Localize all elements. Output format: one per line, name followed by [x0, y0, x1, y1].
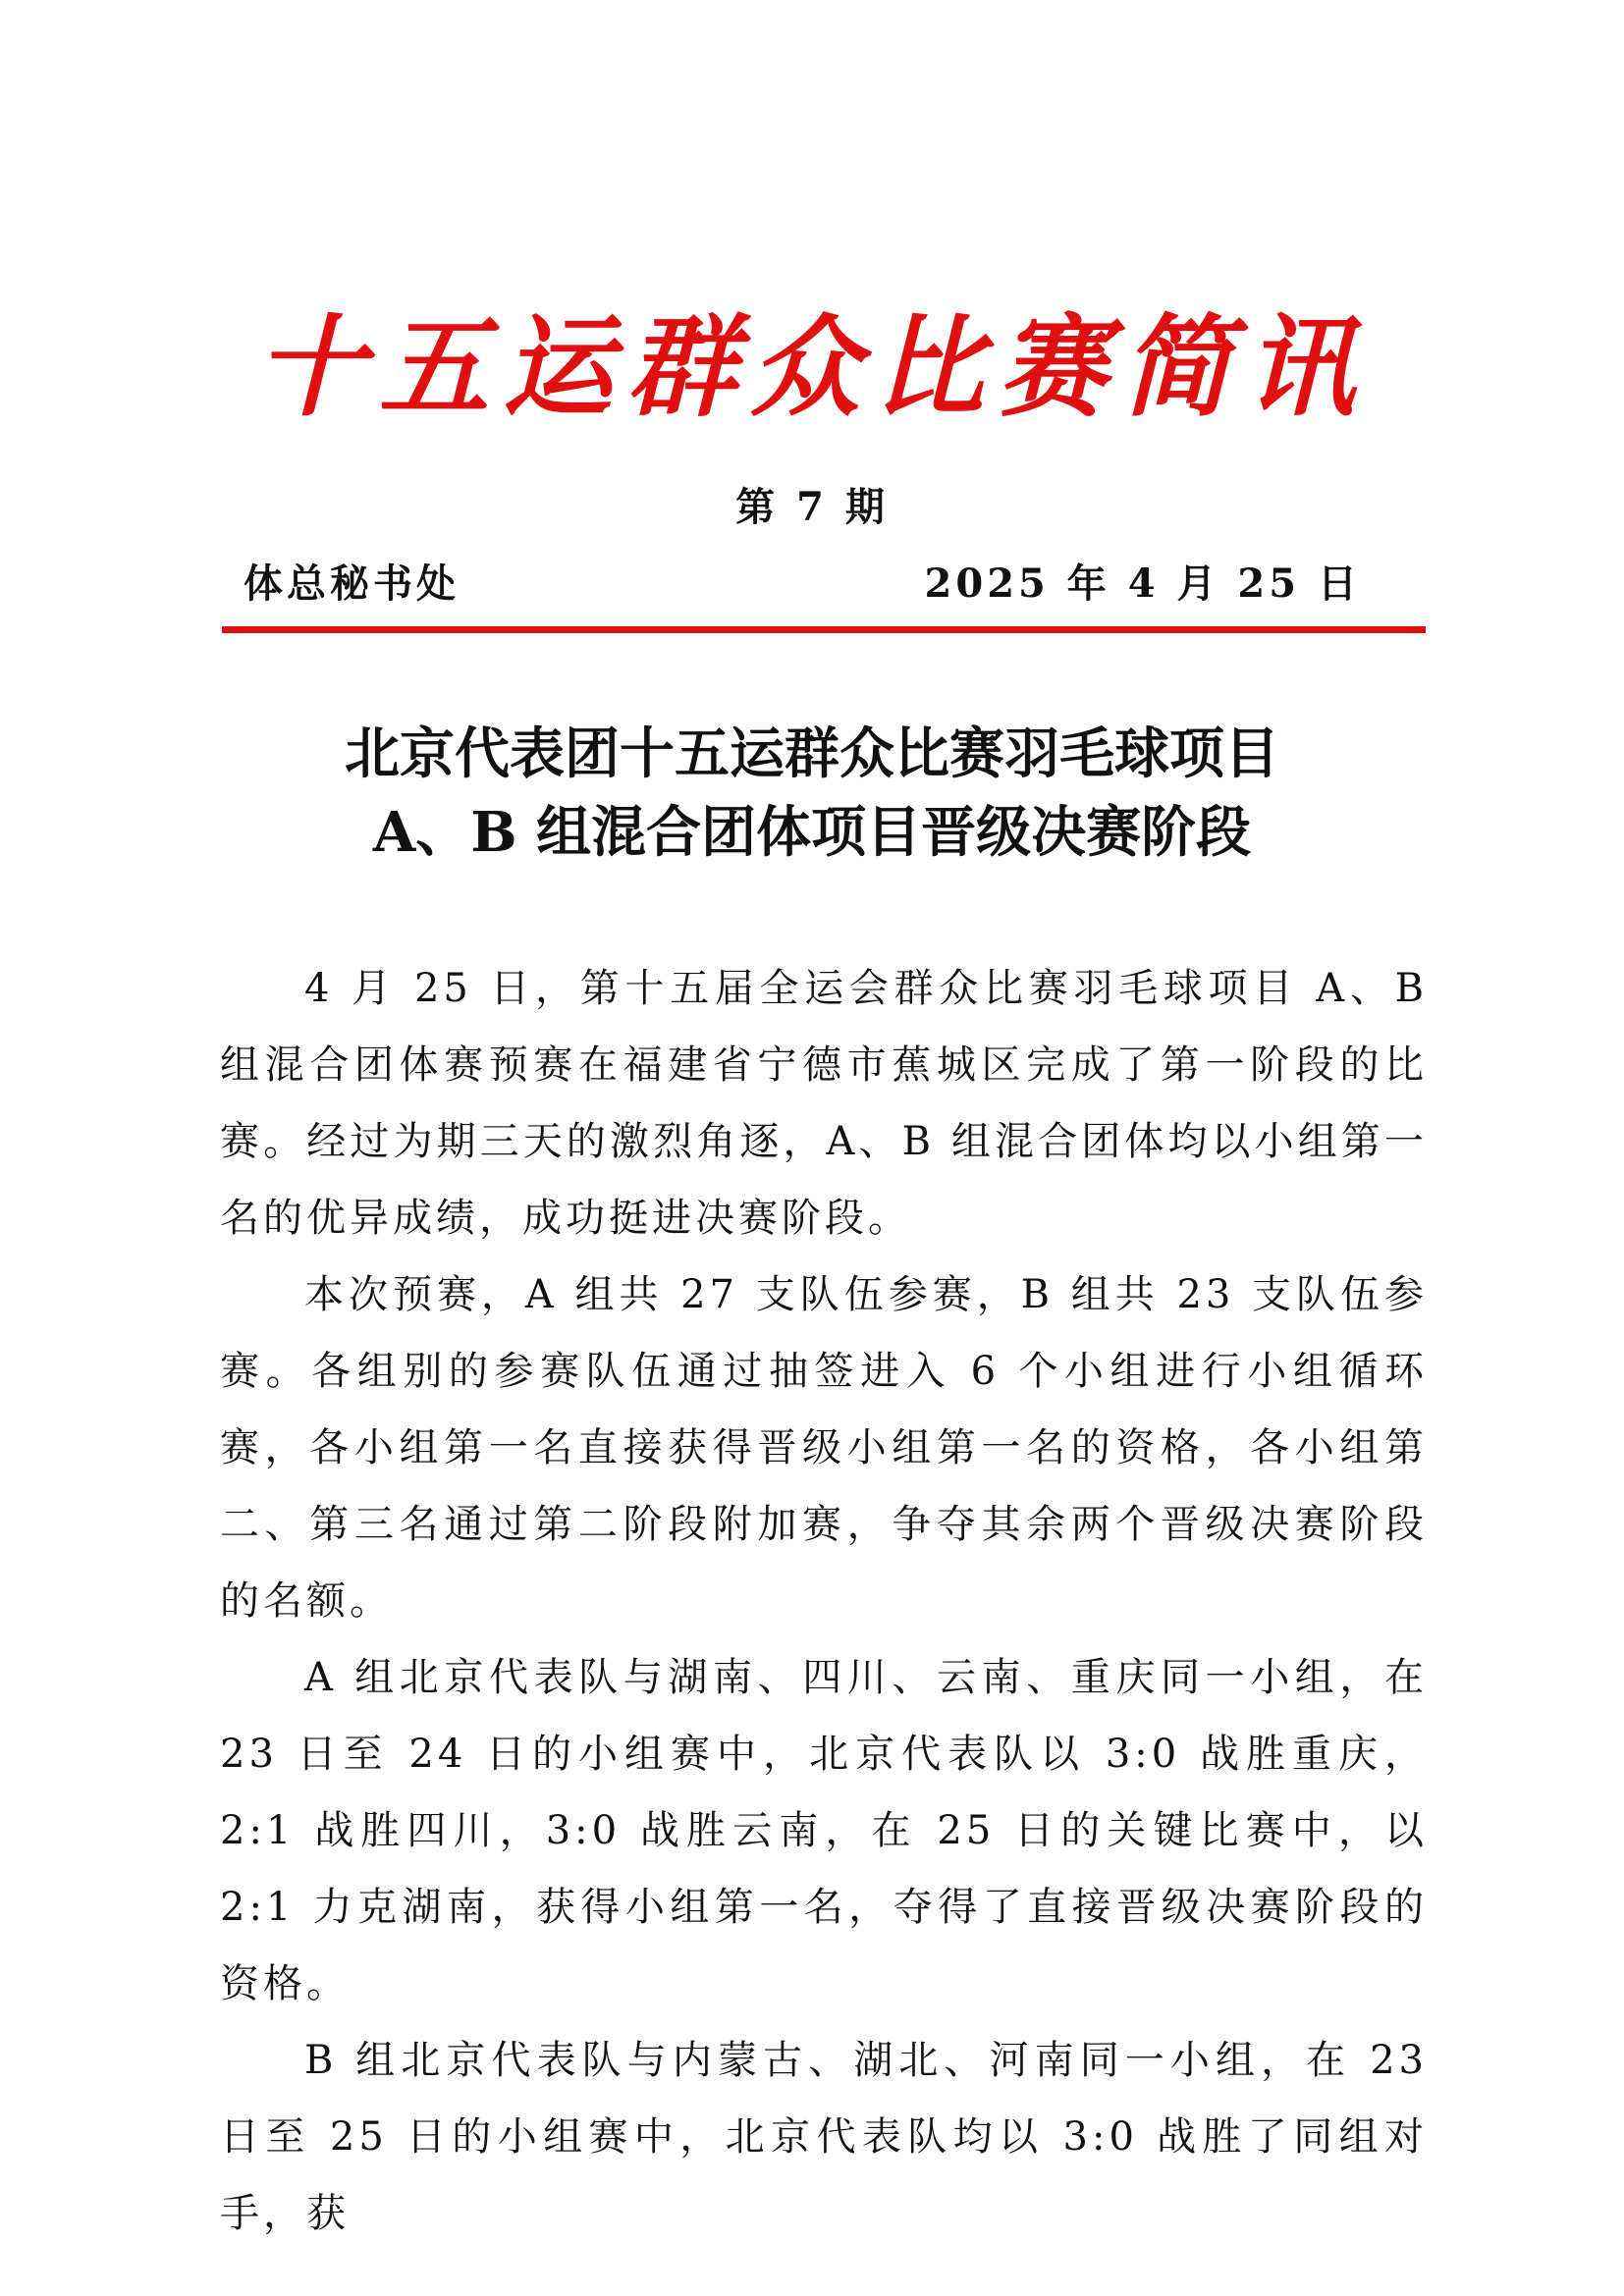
paragraph-1: 4 月 25 日，第十五届全运会群众比赛羽毛球项目 A、B 组混合团体赛预赛在福建省宁德市蕉城区完成了第一阶段的比赛。经过为期三天的激烈角逐，A、B 组混合团体均以小组第一名的优异成绩，成功挺进决赛阶段。: [220, 966, 1428, 1241]
headline-line-1: 北京代表团十五运群众比赛羽毛球项目: [345, 721, 1279, 786]
issuing-organization: 体总秘书处: [244, 561, 460, 607]
issue-date: 2025 年 4 月 25 日: [924, 561, 1361, 607]
paragraph-4: B 组北京代表队与内蒙古、湖北、河南同一小组，在 23 日至 25 日的小组赛中，北京代表队均以 3:0 战胜了同组对手，获: [220, 2038, 1428, 2236]
red-divider-rule: [222, 626, 1426, 633]
paragraph-2: 本次预赛，A 组共 27 支队伍参赛，B 组共 23 支队伍参赛。各组别的参赛队伍通过抽签进入 6 个小组进行小组循环赛，各小组第一名直接获得晋级小组第一名的资格，各小组第二、第三名通过第二阶段附加赛，争夺其余两个晋级决赛阶段的名额。: [220, 1272, 1428, 1624]
paragraph-3: A 组北京代表队与湖南、四川、云南、重庆同一小组，在 23 日至 24 日的小组赛中，北京代表队以 3:0 战胜重庆，2:1 战胜四川，3:0 战胜云南，在 25 日的关键比赛中，以 2:1 力克湖南，获得小组第一名，夺得了直接晋级决赛阶段的资格。: [220, 1655, 1428, 2006]
article-body: [220, 950, 1428, 2252]
masthead-title: 十五运群众比赛简讯: [255, 304, 1369, 432]
issue-number: 第 7 期: [735, 484, 889, 530]
headline-line-2: A、B 组混合团体项目晋级决赛阶段: [372, 800, 1252, 865]
article-headline: [0, 715, 1624, 872]
